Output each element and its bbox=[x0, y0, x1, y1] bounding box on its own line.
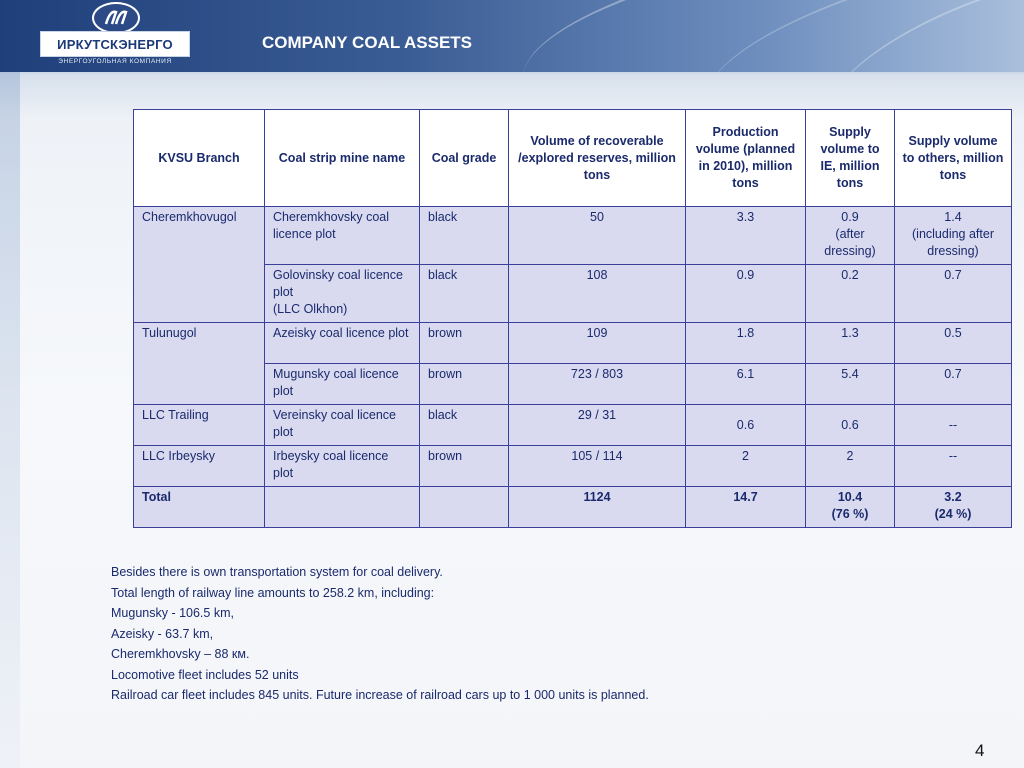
supply-ie-cell: 2 bbox=[806, 446, 895, 487]
column-header: Coal grade bbox=[420, 110, 509, 207]
note-line: Besides there is own transportation system for coal delivery. bbox=[111, 565, 443, 579]
coal-assets-table bbox=[133, 109, 1012, 528]
total-label-cell: Total bbox=[134, 487, 265, 528]
grade-cell: brown bbox=[420, 323, 509, 364]
column-header: Coal strip mine name bbox=[265, 110, 420, 207]
mine-cell: Cheremkhovsky coal licence plot bbox=[265, 207, 420, 265]
mine-cell: Irbeysky coal licence plot bbox=[265, 446, 420, 487]
empty-cell bbox=[420, 487, 509, 528]
notes-block bbox=[111, 562, 991, 706]
total-reserves-cell: 1124 bbox=[509, 487, 686, 528]
total-supply-others-cell: 3.2 (24 %) bbox=[895, 487, 1012, 528]
mine-cell: Mugunsky coal licence plot bbox=[265, 364, 420, 405]
mine-cell: Azeisky coal licence plot bbox=[265, 323, 420, 364]
supply-others-cell: 1.4 (including after dressing) bbox=[895, 207, 1012, 265]
left-panel-decoration bbox=[0, 72, 20, 768]
column-header: Production volume (planned in 2010), million tons bbox=[686, 110, 806, 207]
branch-cell: LLC Irbeysky bbox=[134, 446, 265, 487]
branch-cell: Tulunugol bbox=[134, 323, 265, 405]
branch-cell: Cheremkhovugol bbox=[134, 207, 265, 323]
total-row bbox=[134, 487, 1012, 528]
column-header: KVSU Branch bbox=[134, 110, 265, 207]
table-row bbox=[134, 446, 1012, 487]
production-cell: 1.8 bbox=[686, 323, 806, 364]
total-supply-ie-cell: 10.4 (76 %) bbox=[806, 487, 895, 528]
reserves-cell: 108 bbox=[509, 265, 686, 323]
logo-subtitle: ЭНЕРГОУГОЛЬНАЯ КОМПАНИЯ bbox=[58, 58, 172, 65]
empty-cell bbox=[265, 487, 420, 528]
total-production-cell: 14.7 bbox=[686, 487, 806, 528]
note-line: Azeisky - 63.7 km, bbox=[111, 626, 214, 641]
note-line: Mugunsky - 106.5 km, bbox=[111, 606, 234, 620]
supply-ie-cell: 1.3 bbox=[806, 323, 895, 364]
company-emblem-icon bbox=[92, 2, 140, 34]
table-row bbox=[134, 364, 1012, 405]
production-cell: 3.3 bbox=[686, 207, 806, 265]
table-row bbox=[134, 207, 1012, 265]
note-line: Railroad car fleet includes 845 units. Future increase of railroad cars up to 1 000 units is planned. bbox=[111, 688, 649, 702]
supply-ie-cell: 5.4 bbox=[806, 364, 895, 405]
grade-cell: black bbox=[420, 207, 509, 265]
reserves-cell: 29 / 31 bbox=[509, 405, 686, 446]
table-row bbox=[134, 323, 1012, 364]
logo-name: ИРКУТСКЭНЕРГО bbox=[57, 36, 173, 52]
branch-cell: LLC Trailing bbox=[134, 405, 265, 446]
grade-cell: brown bbox=[420, 364, 509, 405]
slide-title: COMPANY COAL ASSETS bbox=[262, 33, 473, 52]
reserves-cell: 105 / 114 bbox=[509, 446, 686, 487]
supply-others-cell: 0.7 bbox=[895, 265, 1012, 323]
supply-others-cell: -- bbox=[895, 446, 1012, 487]
supply-others-cell: 0.5 bbox=[895, 323, 1012, 364]
production-cell: 0.9 bbox=[686, 265, 806, 323]
table-header-row bbox=[134, 110, 1012, 207]
note-line: Locomotive fleet includes 52 units bbox=[111, 667, 299, 682]
supply-others-cell: -- bbox=[895, 405, 1012, 446]
grade-cell: black bbox=[420, 265, 509, 323]
supply-ie-cell: 0.6 bbox=[806, 405, 895, 446]
table-row bbox=[134, 265, 1012, 323]
supply-others-cell: 0.7 bbox=[895, 364, 1012, 405]
reserves-cell: 109 bbox=[509, 323, 686, 364]
note-line: Total length of railway line amounts to 258.2 km, including: bbox=[111, 585, 435, 600]
company-logo bbox=[40, 31, 190, 57]
production-cell: 2 bbox=[686, 446, 806, 487]
page-number: 4 bbox=[975, 741, 985, 760]
reserves-cell: 723 / 803 bbox=[509, 364, 686, 405]
grade-cell: black bbox=[420, 405, 509, 446]
mine-cell: Golovinsky coal licence plot (LLC Olkhon) bbox=[265, 265, 420, 323]
reserves-cell: 50 bbox=[509, 207, 686, 265]
production-cell: 6.1 bbox=[686, 364, 806, 405]
table-row bbox=[134, 405, 1012, 446]
mine-cell: Vereinsky coal licence plot bbox=[265, 405, 420, 446]
column-header: Supply volume to IE, million tons bbox=[806, 110, 895, 207]
note-line: Cheremkhovsky – 88 км. bbox=[111, 647, 250, 661]
production-cell: 0.6 bbox=[686, 405, 806, 446]
supply-ie-cell: 0.2 bbox=[806, 265, 895, 323]
grade-cell: brown bbox=[420, 446, 509, 487]
column-header: Volume of recoverable /explored reserves, million tons bbox=[509, 110, 686, 207]
column-header: Supply volume to others, million tons bbox=[895, 110, 1012, 207]
supply-ie-cell: 0.9 (after dressing) bbox=[806, 207, 895, 265]
